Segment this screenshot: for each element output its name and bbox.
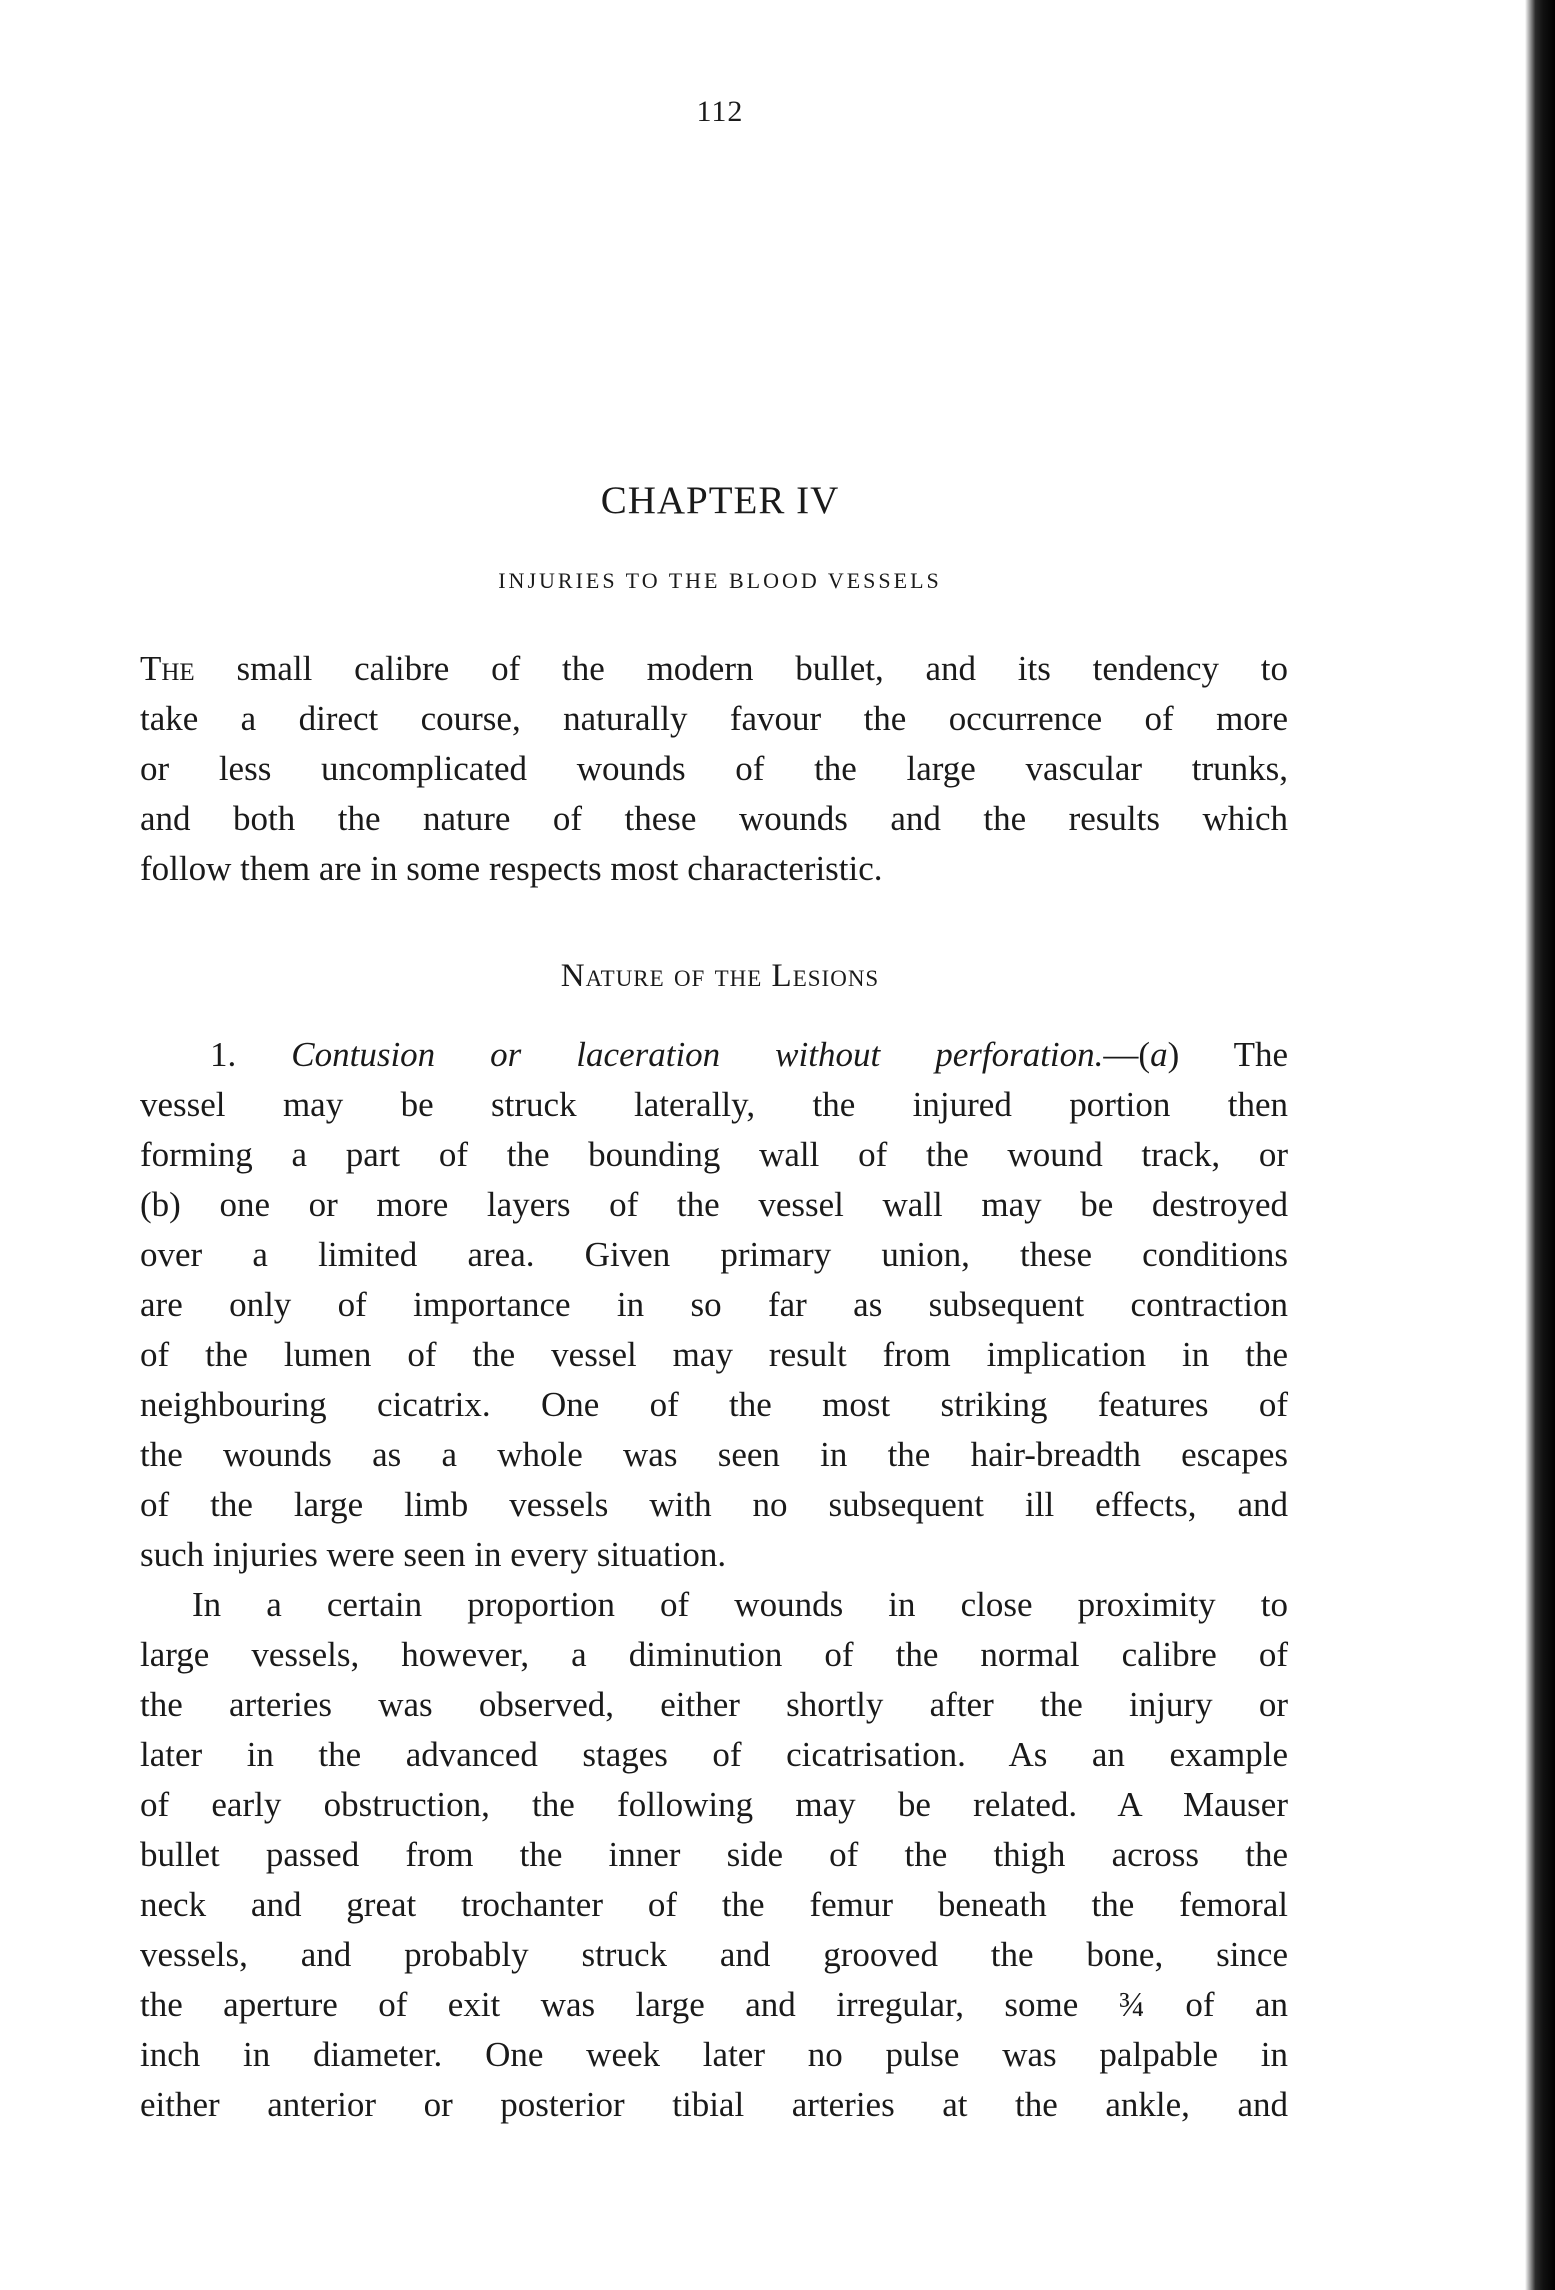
chapter-title: CHAPTER IV: [600, 479, 840, 522]
text-line: neck and great trochanter of the femur beneath the femoral: [140, 1885, 1288, 1924]
section-item-line: [140, 1030, 1288, 1080]
text-line: are only of importance in so far as subsequent contraction: [140, 1285, 1288, 1324]
text-line: take a direct course, naturally favour the occurrence of more: [140, 699, 1288, 738]
text-line: of the large limb vessels with no subsequent ill effects, and: [140, 1485, 1288, 1524]
text-line: the aperture of exit was large and irregular, some ¾ of an: [140, 1985, 1288, 2024]
section-heading: Nature of the Lesions: [560, 958, 880, 994]
text-line: bullet passed from the inner side of the thigh across the: [140, 1835, 1288, 1874]
item-title: Contusion or laceration without perforation.: [291, 1035, 1104, 1074]
text-line: such injuries were seen in every situation.: [140, 1535, 727, 1574]
page-number: 112: [696, 95, 744, 128]
text-line: neighbouring cicatrix. One of the most striking features of: [140, 1385, 1288, 1424]
text-line: and both the nature of these wounds and the results which: [140, 799, 1288, 838]
text-line: inch in diameter. One week later no pulse was palpable in: [140, 2035, 1288, 2074]
text-line: follow them are in some respects most characteristic.: [140, 849, 883, 888]
text-line: [140, 644, 1288, 694]
text-line: of early obstruction, the following may be related. A Mauser: [140, 1785, 1288, 1824]
text-line: of the lumen of the vessel may result from implication in the: [140, 1335, 1288, 1374]
text-line: (b) one or more layers of the vessel wall may be destroyed: [140, 1185, 1288, 1224]
drop-lead-word: The: [140, 649, 195, 688]
scan-binding-edge: [1525, 0, 1555, 2290]
text-line: later in the advanced stages of cicatrisation. As an example: [140, 1735, 1288, 1774]
item-dash: —(: [1103, 1035, 1151, 1074]
item-number: 1.: [210, 1035, 292, 1074]
text-line: vessels, and probably struck and grooved the bone, since: [140, 1935, 1288, 1974]
text-line: vessel may be struck laterally, the injured portion then: [140, 1085, 1288, 1124]
intro-paragraph: [140, 644, 1288, 894]
text-line: large vessels, however, a diminution of the normal calibre of: [140, 1635, 1288, 1674]
text-line: or less uncomplicated wounds of the large vascular trunks,: [140, 749, 1288, 788]
chapter-subtitle: INJURIES TO THE BLOOD VESSELS: [498, 568, 942, 593]
text-line: the wounds as a whole was seen in the hair-breadth escapes: [140, 1435, 1288, 1474]
text-line: In a certain proportion of wounds in close proximity to: [192, 1585, 1288, 1624]
text-line: either anterior or posterior tibial arteries at the ankle, and: [140, 2085, 1288, 2124]
item-marker: a: [1150, 1035, 1168, 1074]
text-line: over a limited area. Given primary union, these conditions: [140, 1235, 1288, 1274]
text-line: forming a part of the bounding wall of the wound track, or: [140, 1135, 1288, 1174]
text-line-content: small calibre of the modern bullet, and its tendency to: [194, 649, 1288, 688]
body-paragraphs: [140, 1030, 1288, 2130]
item-rest: ) The: [1167, 1035, 1289, 1074]
text-line: the arteries was observed, either shortly after the injury or: [140, 1685, 1288, 1724]
